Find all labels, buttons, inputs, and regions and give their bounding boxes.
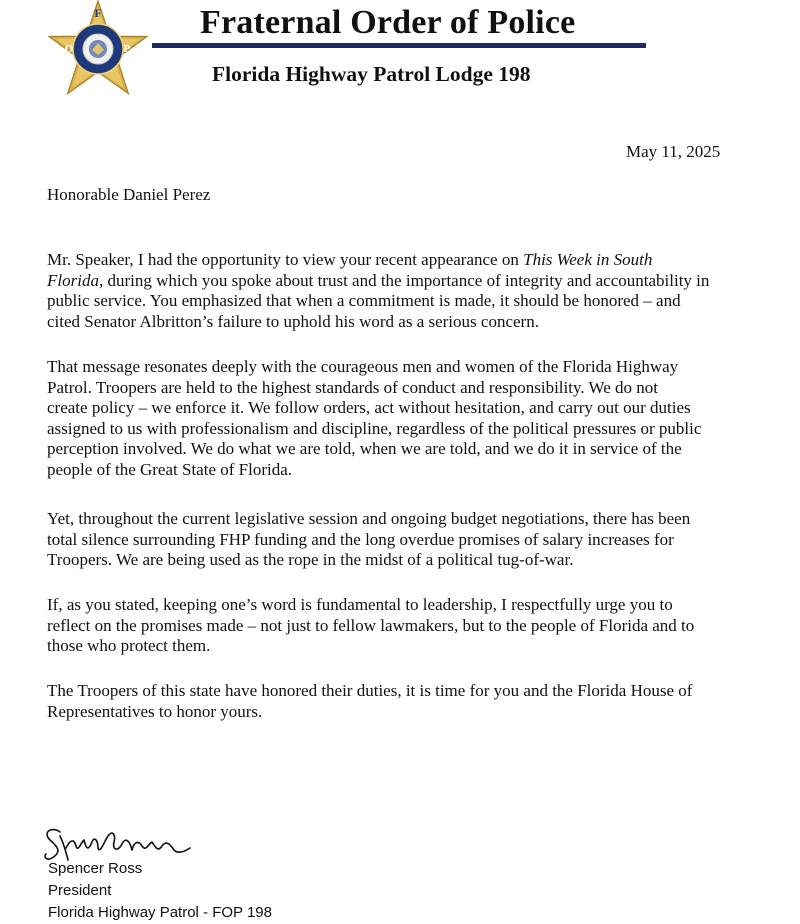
paragraph-line: assigned to us with professionalism and discipline, regardless of the political pressures or public xyxy=(47,418,702,438)
paragraph-line: If, as you stated, keeping one’s word is fundamental to leadership, I respectfully urge you to xyxy=(47,595,673,614)
logo-letter-f: F xyxy=(94,6,102,20)
paragraph-line: perception involved. We do what we are told, when we are told, and we do it in service of the xyxy=(47,439,682,458)
paragraph-line: total silence surrounding FHP funding and the long overdue promises of salary increases for xyxy=(47,529,674,549)
paragraph-line: public service. You emphasized that when a commitment is made, it should be honored – and xyxy=(47,291,681,310)
logo-letter-o: O xyxy=(64,43,74,55)
signature-block xyxy=(48,858,272,924)
paragraph-line: Troopers. We are being used as the rope in the midst of a political tug-of-war. xyxy=(47,550,574,569)
program-title-italic: This Week in South xyxy=(523,250,653,269)
letter-recipient: Honorable Daniel Perez xyxy=(47,185,211,204)
paragraph-4 xyxy=(47,595,782,657)
paragraph-2 xyxy=(47,357,782,480)
paragraph-line xyxy=(47,271,782,292)
paragraph-line: those who protect them. xyxy=(47,636,211,655)
paragraph-line: Representatives to honor yours. xyxy=(47,701,263,721)
paragraph-5 xyxy=(47,681,782,722)
fop-star-logo xyxy=(48,0,148,98)
paragraph-3 xyxy=(47,509,782,571)
paragraph-line xyxy=(47,250,782,271)
paragraph-line: Patrol. Troopers are held to the highest standards of conduct and responsibility. We do not xyxy=(47,377,659,397)
organization-title: Fraternal Order of Police xyxy=(200,4,576,41)
lodge-subtitle: Florida Highway Patrol Lodge 198 xyxy=(212,62,531,86)
program-title-italic: Florida xyxy=(47,270,99,290)
text-run: , during which you spoke about trust and the importance of integrity and accountability in xyxy=(98,270,710,290)
header-divider xyxy=(152,43,646,48)
text-run: Mr. Speaker, I had the opportunity to view your recent appearance on xyxy=(47,250,524,269)
signer-organization: Florida Highway Patrol - FOP 198 xyxy=(48,904,272,921)
paragraph-line: people of the Great State of Florida. xyxy=(47,459,293,479)
paragraph-line: Yet, throughout the current legislative session and ongoing budget negotiations, there has been xyxy=(47,509,691,528)
signer-name: Spencer Ross xyxy=(48,860,143,877)
logo-letter-p: P xyxy=(123,43,131,55)
paragraph-line: That message resonates deeply with the courageous men and women of the Florida Highway xyxy=(47,357,679,376)
paragraph-line: The Troopers of this state have honored their duties, it is time for you and the Florida House of xyxy=(47,681,693,700)
paragraph-line: reflect on the promises made – not just to fellow lawmakers, but to the people of Florida and to xyxy=(47,615,695,635)
paragraph-line: create policy – we enforce it. We follow orders, act without hesitation, and carry out our duties xyxy=(47,398,691,417)
paragraph-1 xyxy=(47,250,782,332)
paragraph-line: cited Senator Albritton’s failure to uphold his word as a serious concern. xyxy=(47,311,539,331)
letter-date: May 11, 2025 xyxy=(626,142,721,161)
signer-title: President xyxy=(48,882,112,899)
